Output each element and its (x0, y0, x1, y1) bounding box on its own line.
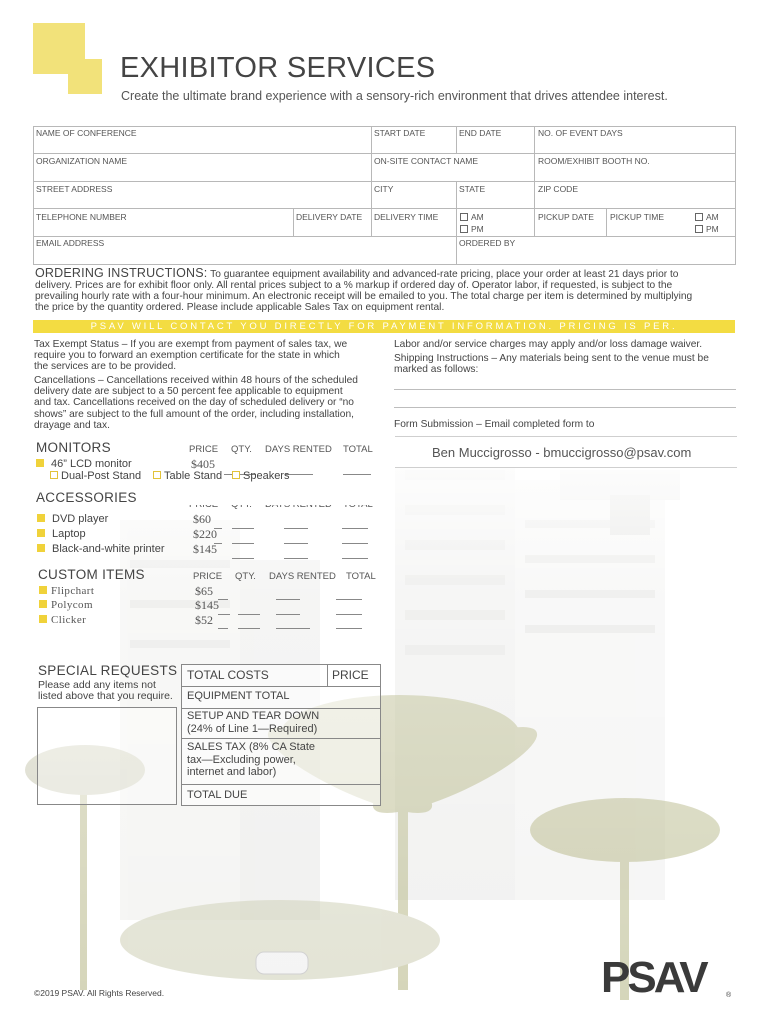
accessory-price: $60 (193, 512, 211, 526)
checkbox-icon (460, 213, 468, 221)
option-speakers[interactable]: Speakers (232, 470, 289, 482)
accessory-price: $220 (193, 527, 217, 541)
state-field[interactable]: STATE (459, 184, 486, 194)
onsite-contact-field[interactable]: ON-SITE CONTACT NAME (374, 156, 479, 166)
checkbox-icon (695, 213, 703, 221)
monitor-price: $405 (191, 457, 215, 471)
checkbox-icon (232, 471, 240, 479)
ordering-line-4: the price by the quantity ordered. Please include applicable Sales Tax on equipment rental. (35, 302, 445, 313)
pickup-date-field[interactable]: PICKUP DATE (538, 212, 594, 222)
days-rented-column-header: DAYS RENTED (269, 571, 336, 582)
totals-table (181, 664, 381, 806)
accessory-item: DVD player (37, 513, 108, 525)
footer-copyright: ©2019 PSAV. All Rights Reserved. (34, 988, 165, 998)
total-column-header: TOTAL (346, 571, 376, 582)
special-requests-note: Please add any items not listed above that you require. (38, 679, 173, 703)
accessory-item: Laptop (37, 528, 86, 540)
labor-text: Labor and/or service charges may apply and/or loss damage waiver. (394, 339, 703, 350)
checkbox-icon (695, 225, 703, 233)
price-column-header: PRICE (189, 444, 219, 455)
page-subtitle: Create the ultimate brand experience with a sensory-rich environment that drives attendee interest. (121, 89, 668, 103)
page-title: EXHIBITOR SERVICES (120, 52, 436, 84)
shipping-line-2[interactable] (394, 407, 736, 408)
booth-number-field[interactable]: ROOM/EXHIBIT BOOTH NO. (538, 156, 650, 166)
custom-price: $52 (195, 613, 213, 627)
total-costs-heading: TOTAL COSTS (187, 668, 269, 682)
cancellations-text: Cancellations – Cancellations received within 48 hours of the scheduled delivery date are subject to a 50 percent fee applicable to equipment and tax. Cancellations received on the day of scheduled delivery or “no shows” are subject to the full amount of the order, including installation, drayage and tax. (34, 375, 358, 431)
ordered-by-field[interactable]: ORDERED BY (459, 238, 516, 248)
qty-column-header: QTY. (231, 444, 252, 455)
days-rented-column-header: DAYS RENTED (265, 444, 332, 455)
ordering-heading: ORDERING INSTRUCTIONS: (35, 266, 208, 280)
pickup-pm-checkbox[interactable]: PM (695, 224, 719, 234)
city-field[interactable]: CITY (374, 184, 394, 194)
delivery-time-field[interactable]: DELIVERY TIME (374, 212, 439, 222)
ordering-line-1: To guarantee equipment availability and advanced-rate pricing, place your order at least 21 days prior to (207, 269, 679, 280)
custom-price: $145 (195, 598, 219, 612)
ordering-line-2: delivery. Prices are for exhibit floor only. All rental prices subject to a % markup if ordered day of. Operator labor, if requested, is subject to the (35, 280, 673, 291)
bullet-square-icon (37, 544, 45, 552)
checkbox-icon (153, 471, 161, 479)
total-due-label: TOTAL DUE (187, 789, 248, 801)
shipping-text: Shipping Instructions – Any materials being sent to the venue must be marked as follows: (394, 353, 709, 376)
svg-text:PSAV: PSAV (601, 954, 706, 1000)
price-column-header: PRICE (193, 571, 223, 582)
equipment-total-label: EQUIPMENT TOTAL (187, 690, 290, 702)
tax-exempt-text: Tax Exempt Status – If you are exempt from payment of sales tax, we require you to forward an exemption certificate for the state in which the services are to be provided. (34, 339, 348, 373)
setup-teardown-label: SETUP AND TEAR DOWN (24% of Line 1—Required) (187, 710, 320, 735)
bullet-square-icon (37, 514, 45, 522)
psav-logo-mark (601, 954, 735, 1000)
qty-column-header: QTY. (235, 571, 256, 582)
monitors-heading: MONITORS (36, 440, 111, 455)
sales-tax-label: SALES TAX (8% CA State tax—Excluding power, internet and labor) (187, 741, 315, 778)
ordering-instructions (35, 268, 735, 313)
bullet-square-icon (36, 459, 44, 467)
custom-item: Polycom (39, 599, 93, 611)
accessory-blanks[interactable] (214, 515, 368, 560)
logo-square-small (68, 59, 102, 94)
checkbox-icon (460, 225, 468, 233)
zip-code-field[interactable]: ZIP CODE (538, 184, 578, 194)
bullet-square-icon (39, 615, 47, 623)
bullet-square-icon (39, 600, 47, 608)
monitor-item: 46” LCD monitor (36, 458, 132, 470)
ordering-line-3: prevailing hourly rate with a four-hour minimum. An electronic receipt will be emailed to you. The total charge per item is determined by multiplying (35, 291, 693, 302)
start-date-field[interactable]: START DATE (374, 128, 426, 138)
option-dual-post-stand[interactable]: Dual-Post Stand (50, 470, 141, 482)
telephone-field[interactable]: TELEPHONE NUMBER (36, 212, 127, 222)
custom-item: Clicker (39, 614, 86, 626)
delivery-pm-checkbox[interactable]: PM (460, 224, 484, 234)
price-heading: PRICE (332, 668, 369, 682)
end-date-field[interactable]: END DATE (459, 128, 502, 138)
shipping-line-1[interactable] (394, 389, 736, 390)
email-address-field[interactable]: EMAIL ADDRESS (36, 238, 105, 248)
delivery-am-checkbox[interactable]: AM (460, 212, 484, 222)
name-of-conference-field[interactable]: NAME OF CONFERENCE (36, 128, 137, 138)
total-column-header: TOTAL (343, 444, 373, 455)
pickup-time-field[interactable]: PICKUP TIME (610, 212, 665, 222)
accessory-price: $145 (193, 542, 217, 556)
psav-logo (601, 954, 735, 1005)
monitor-total-blank[interactable] (343, 460, 371, 478)
custom-price: $65 (195, 584, 213, 598)
bullet-square-icon (37, 529, 45, 537)
special-requests-heading: SPECIAL REQUESTS (38, 663, 178, 678)
delivery-date-field[interactable]: DELIVERY DATE (296, 212, 363, 222)
special-requests-input[interactable] (37, 707, 177, 805)
custom-blanks[interactable] (218, 587, 362, 631)
bullet-square-icon (39, 586, 47, 594)
svg-text:®: ® (726, 992, 732, 999)
checkbox-icon (50, 471, 58, 479)
event-days-field[interactable]: NO. OF EVENT DAYS (538, 128, 623, 138)
form-submission-text: Form Submission – Email completed form to (394, 419, 595, 430)
accessory-item: Black-and-white printer (37, 543, 165, 555)
custom-item: Flipchart (39, 585, 94, 597)
street-address-field[interactable]: STREET ADDRESS (36, 184, 113, 194)
pickup-am-checkbox[interactable]: AM (695, 212, 719, 222)
accessories-heading: ACCESSORIES (36, 490, 137, 505)
option-table-stand[interactable]: Table Stand (153, 470, 222, 482)
payment-banner-text: PSAV WILL CONTACT YOU DIRECTLY FOR PAYMENT INFORMATION. PRICING IS PER. (90, 321, 678, 332)
custom-items-heading: CUSTOM ITEMS (38, 567, 145, 582)
organization-name-field[interactable]: ORGANIZATION NAME (36, 156, 127, 166)
contact-email[interactable]: Ben Muccigrosso - bmuccigrosso@psav.com (432, 445, 692, 460)
